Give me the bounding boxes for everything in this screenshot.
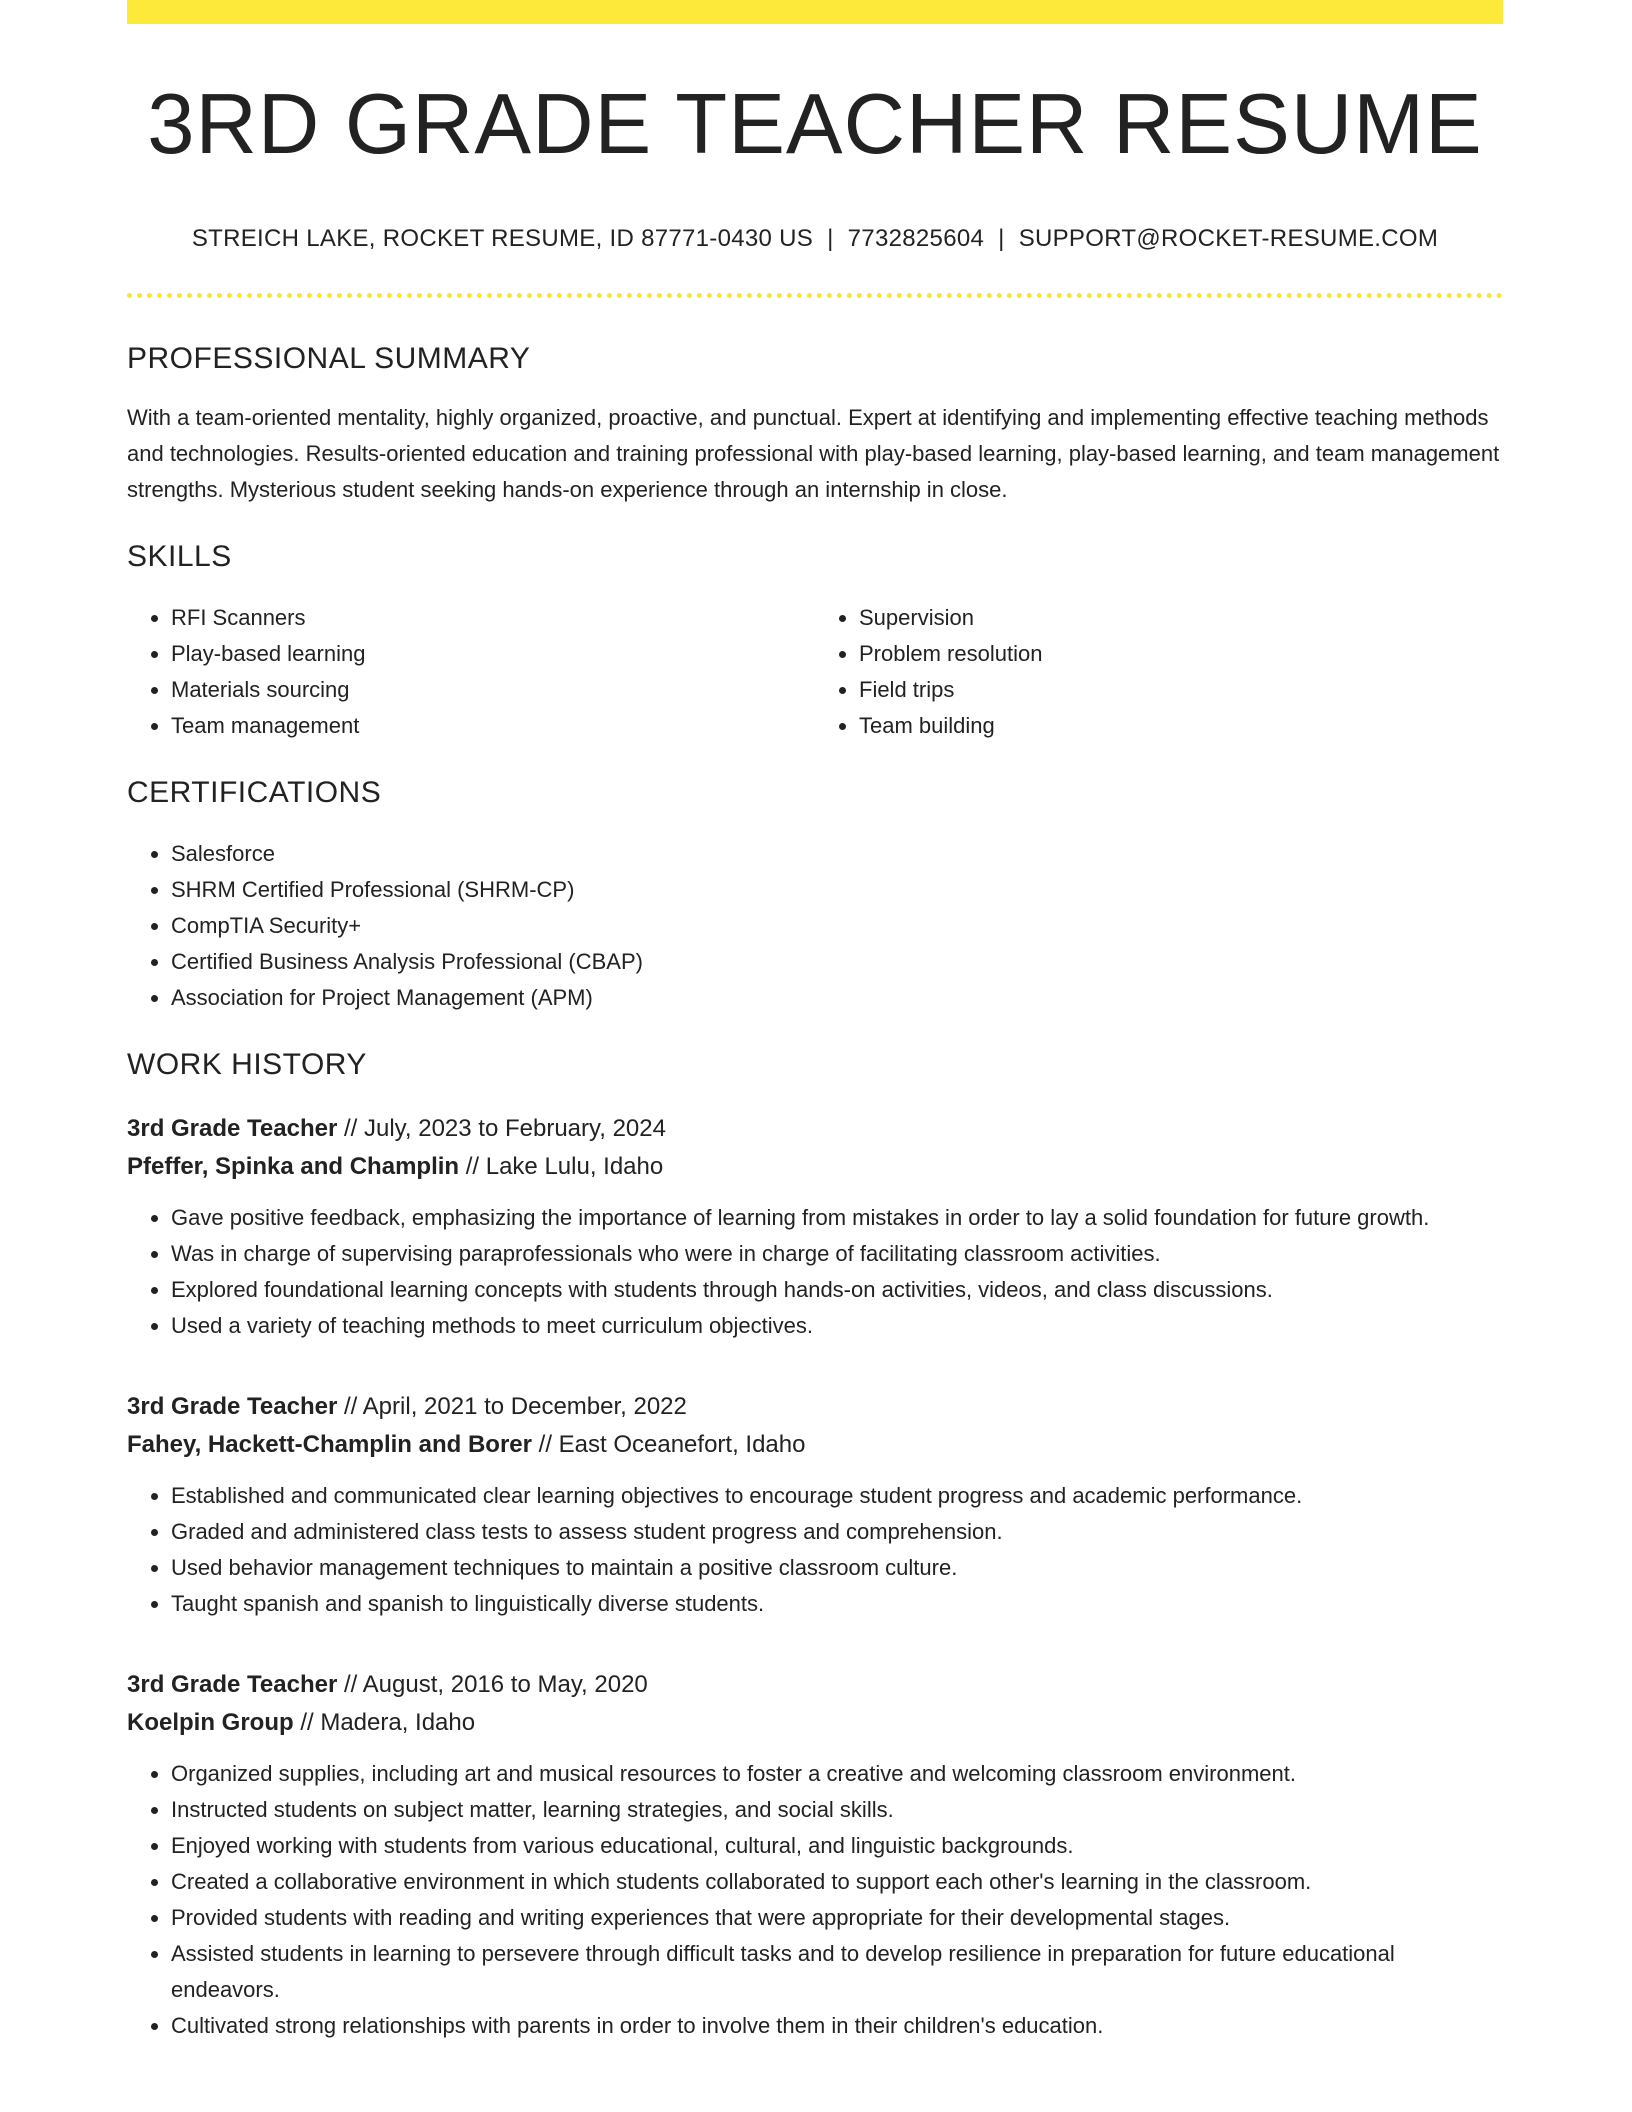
skill-item: • Supervision xyxy=(859,600,1503,636)
job-title-line xyxy=(127,1666,1503,1704)
job-title: 3rd Grade Teacher xyxy=(127,1671,338,1698)
job-company-line xyxy=(127,1148,1503,1186)
job-location: // East Oceanefort, Idaho xyxy=(531,1431,806,1458)
contact-separator: | xyxy=(827,225,834,252)
job-bullet: • Graded and administered class tests to assess student progress and comprehension. xyxy=(171,1514,1503,1550)
skill-item: • Materials sourcing xyxy=(171,672,815,708)
job-company: Koelpin Group xyxy=(127,1709,294,1736)
job-bullet: • Established and communicated clear learning objectives to encourage student progress and academic performance. xyxy=(171,1478,1503,1514)
skills-list-right xyxy=(815,600,1503,744)
summary-heading: PROFESSIONAL SUMMARY xyxy=(127,342,531,375)
skill-item: • Team building xyxy=(859,708,1503,744)
job-bullet: • Created a collaborative environment in which students collaborated to support each other's learning in the classroom. xyxy=(171,1864,1503,1900)
job-bullet: • Cultivated strong relationships with parents in order to involve them in their children's education. xyxy=(171,2008,1503,2044)
job-title: 3rd Grade Teacher xyxy=(127,1115,338,1142)
certification-item: • Certified Business Analysis Professional (CBAP) xyxy=(171,944,1503,980)
contact-phone: 7732825604 xyxy=(847,225,985,252)
dotted-divider xyxy=(127,293,1503,298)
job-entry xyxy=(127,1110,1503,1344)
resume-title: 3RD GRADE TEACHER RESUME xyxy=(147,77,1483,172)
job-bullets xyxy=(127,1200,1503,1344)
skill-item: • RFI Scanners xyxy=(171,600,815,636)
contact-separator: | xyxy=(998,225,1005,252)
job-bullets xyxy=(127,1756,1503,2044)
certification-item: • Salesforce xyxy=(171,836,1503,872)
contact-email: SUPPORT@ROCKET-RESUME.COM xyxy=(1018,225,1439,252)
certifications-list xyxy=(127,836,1503,1016)
job-bullet: • Assisted students in learning to persevere through difficult tasks and to develop resilience in preparation for future educational endeavors. xyxy=(171,1936,1503,2008)
job-bullet: • Used a variety of teaching methods to meet curriculum objectives. xyxy=(171,1308,1503,1344)
job-bullet: • Provided students with reading and writing experiences that were appropriate for their developmental stages. xyxy=(171,1900,1503,1936)
job-bullet: • Used behavior management techniques to maintain a positive classroom culture. xyxy=(171,1550,1503,1586)
work-history-heading: WORK HISTORY xyxy=(127,1048,367,1081)
job-title: 3rd Grade Teacher xyxy=(127,1393,338,1420)
job-dates: // July, 2023 to February, 2024 xyxy=(337,1115,666,1142)
skill-item: • Team management xyxy=(171,708,815,744)
certification-item: • SHRM Certified Professional (SHRM-CP) xyxy=(171,872,1503,908)
skills-columns xyxy=(127,600,1503,744)
job-location: // Madera, Idaho xyxy=(293,1709,476,1736)
job-entry xyxy=(127,1388,1503,1622)
job-title-line xyxy=(127,1388,1503,1426)
job-company-line xyxy=(127,1704,1503,1742)
top-accent-bar xyxy=(127,0,1503,24)
certification-item: • CompTIA Security+ xyxy=(171,908,1503,944)
job-bullet: • Taught spanish and spanish to linguistically diverse students. xyxy=(171,1586,1503,1622)
job-entry xyxy=(127,1666,1503,2044)
job-title-line xyxy=(127,1110,1503,1148)
certifications-heading: CERTIFICATIONS xyxy=(127,776,382,809)
job-company: Fahey, Hackett-Champlin and Borer xyxy=(127,1431,532,1458)
contact-address: STREICH LAKE, ROCKET RESUME, ID 87771-0430 US xyxy=(191,225,814,252)
skill-item: • Problem resolution xyxy=(859,636,1503,672)
job-bullet: • Explored foundational learning concepts with students through hands-on activities, videos, and class discussions. xyxy=(171,1272,1503,1308)
job-company: Pfeffer, Spinka and Champlin xyxy=(127,1153,460,1180)
contact-line xyxy=(127,225,1503,253)
job-bullets xyxy=(127,1478,1503,1622)
skills-list-left xyxy=(127,600,815,744)
skill-item: • Field trips xyxy=(859,672,1503,708)
job-bullet: • Was in charge of supervising paraprofessionals who were in charge of facilitating classroom activities. xyxy=(171,1236,1503,1272)
skills-heading: SKILLS xyxy=(127,540,232,573)
job-bullet: • Organized supplies, including art and musical resources to foster a creative and welcoming classroom environment. xyxy=(171,1756,1503,1792)
job-company-line xyxy=(127,1426,1503,1464)
job-location: // Lake Lulu, Idaho xyxy=(459,1153,664,1180)
job-bullet: • Gave positive feedback, emphasizing the importance of learning from mistakes in order to lay a solid foundation for future growth. xyxy=(171,1200,1503,1236)
skill-item: • Play-based learning xyxy=(171,636,815,672)
certification-item: • Association for Project Management (APM) xyxy=(171,980,1503,1016)
job-bullet: • Instructed students on subject matter, learning strategies, and social skills. xyxy=(171,1792,1503,1828)
job-dates: // April, 2021 to December, 2022 xyxy=(337,1393,687,1420)
summary-text: With a team-oriented mentality, highly organized, proactive, and punctual. Expert at identifying and implementing effective teaching methods and technologies. Results-oriented education and training professional with play-based learning, play-based learning, and team management strengths. Mysterious student seeking hands-on experience through an internship in close. xyxy=(127,405,1500,502)
resume-page xyxy=(127,0,1503,2044)
job-bullet: • Enjoyed working with students from various educational, cultural, and linguistic backgrounds. xyxy=(171,1828,1503,1864)
job-dates: // August, 2016 to May, 2020 xyxy=(337,1671,648,1698)
